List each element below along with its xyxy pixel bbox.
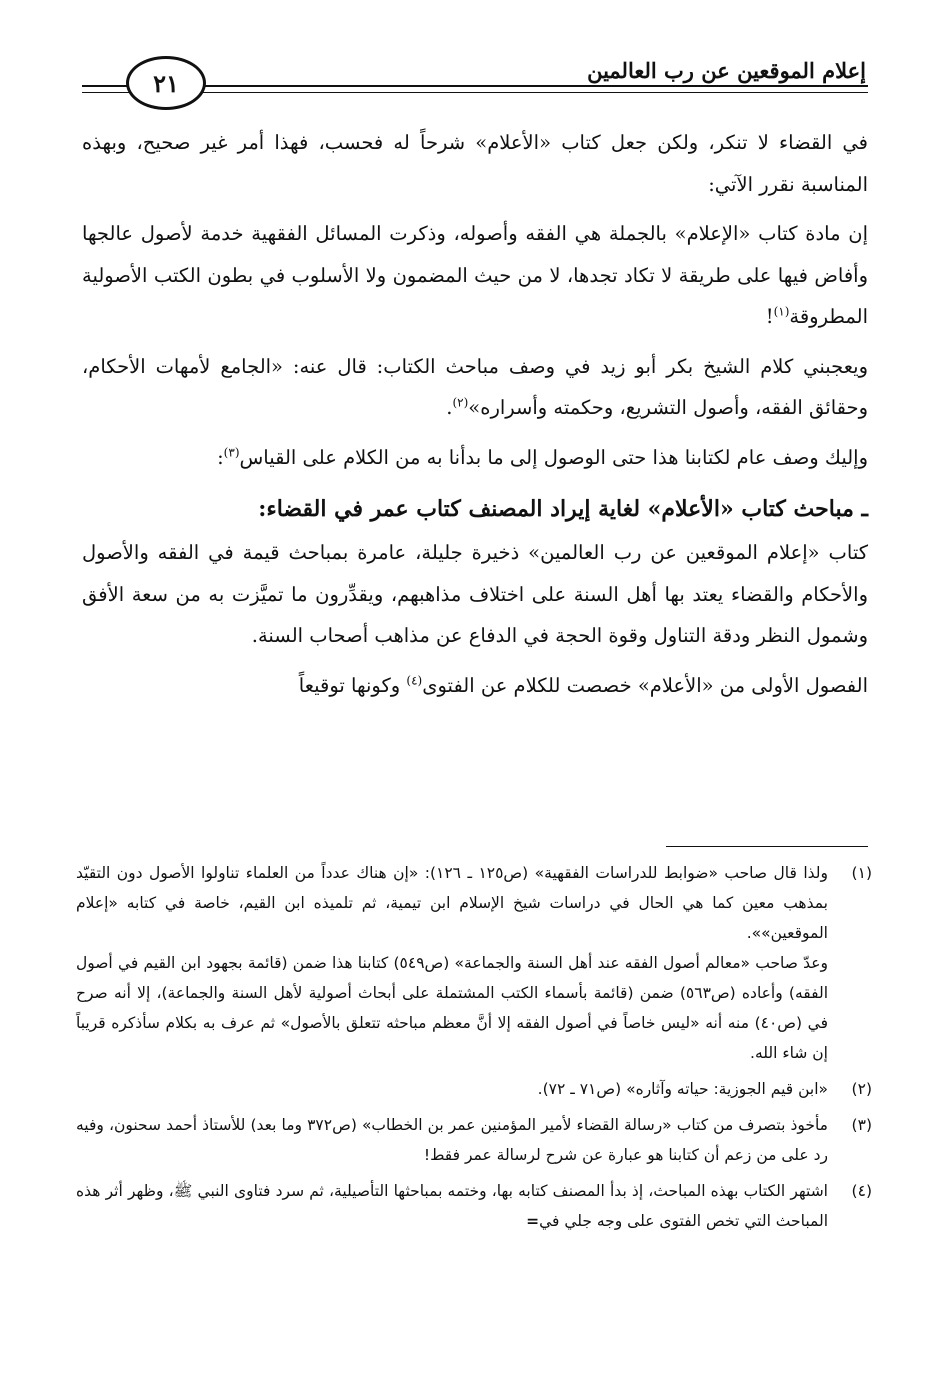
footnote-ref-1[interactable]: (١) xyxy=(773,304,790,319)
paragraph-3-text: ويعجبني كلام الشيخ بكر أبو زيد في وصف مباحث الكتاب: قال عنه: «الجامع لأمهات الأحكام، وحقائق الفقه، وأصول التشريع، وحكمته وأسراره» xyxy=(82,354,868,419)
footnote-body xyxy=(76,1074,828,1104)
paragraph-2 xyxy=(82,213,868,338)
paragraph-1 xyxy=(82,122,868,205)
section-paragraph-2-tail: وكونها توقيعاً xyxy=(298,673,407,697)
footnote-body xyxy=(76,1176,828,1236)
paragraph-2-text: إن مادة كتاب «الإعلام» بالجملة هي الفقه وأصوله، وذكرت المسائل الفقهية خدمة لأصول عالجها وأفاض فيها على طريقة لا تكاد تجدها، لا من حيث المضمون ولا الأسلوب في بطون الكتب الأصولية المطروقة xyxy=(82,222,868,328)
footnote-4-text: اشتهر الكتاب بهذه المباحث، إذ بدأ المصنف كتابه بها، وختمه بمباحثها التأصيلية، ثم سرد فتاوى النبي ﷺ، وظهر أثر هذه المباحث التي تخص الفتوى على وجه جلي في xyxy=(76,1182,828,1230)
footnote-ref-3[interactable]: (٣) xyxy=(223,445,240,459)
footnote-1 xyxy=(76,858,872,1068)
paragraph-3 xyxy=(82,346,868,429)
footnote-number: (٣) xyxy=(851,1116,872,1134)
section-paragraph-2-text: الفصول الأولى من «الأعلام» خصصت للكلام عن الفتوى xyxy=(422,673,868,697)
section-heading: ـ مباحث كتاب «الأعلام» لغاية إيراد المصنف كتاب عمر في القضاء: xyxy=(258,496,868,522)
footnote-text: «ابن قيم الجوزية: حياته وآثاره» (ص٧١ ـ ٧٢). xyxy=(537,1080,828,1098)
footnote-3 xyxy=(76,1110,872,1170)
paragraph-4 xyxy=(82,437,868,479)
footnote-text xyxy=(76,1176,828,1236)
footnote-number: (٢) xyxy=(851,1080,872,1098)
paragraph-2-tail: ! xyxy=(765,305,774,328)
footnote-2 xyxy=(76,1074,872,1104)
section-paragraph-1-text: كتاب «إعلام الموقعين عن رب العالمين» ذخيرة جليلة، عامرة بمباحث قيمة في الفقه والأصول والأحكام والقضاء يعتد بها أهل السنة على اختلاف مذاهبهم، ويقدِّرون ما تميَّزت به من سعة الأفق وشمول النظر ودقة التناول وقوة الحجة في الدفاع عن مذاهب أصحاب السنة. xyxy=(82,541,868,647)
footnotes xyxy=(76,858,872,1242)
page-header xyxy=(82,48,868,108)
body-text xyxy=(82,122,868,714)
paragraph-4-tail: : xyxy=(217,445,224,469)
footnote-body xyxy=(76,858,828,1068)
footnote-ref-2[interactable]: (٢) xyxy=(452,395,469,410)
paragraph-3-tail: . xyxy=(446,396,453,419)
footnote-ref-4[interactable]: (٤) xyxy=(406,673,423,687)
footnote-text: مأخوذ بتصرف من كتاب «رسالة القضاء لأمير المؤمنين عمر بن الخطاب» (ص٣٧٢ وما بعد) للأستاذ أحمد سحنون، وفيه رد على من زعم أن كتابنا هو عبارة عن شرح لرسالة عمر فقط! xyxy=(76,1116,828,1164)
continuation-mark: = xyxy=(526,1212,540,1230)
footnote-number: (١) xyxy=(851,864,872,882)
footnote-separator xyxy=(666,846,868,847)
footnote-number: (٤) xyxy=(851,1182,872,1200)
section-paragraph-2 xyxy=(82,665,868,707)
running-title: إعلام الموقعين عن رب العالمين xyxy=(587,58,866,83)
paragraph-1-text: في القضاء لا تنكر، ولكن جعل كتاب «الأعلام» شرحاً له فحسب، فهذا أمر غير صحيح، وبهذه المناسبة نقرر الآتي: xyxy=(82,131,868,196)
footnote-text: ولذا قال صاحب «ضوابط للدراسات الفقهية» (ص١٢٥ ـ ١٢٦): «إن هناك عدداً من العلماء تناولوا الأصول دون التقيّد بمذهب معين كما هي الحال في دراسات شيخ الإسلام ابن تيمية، ثم تلميذه ابن القيم، خاصة في كتابه «إعلام الموقعين»». xyxy=(76,864,828,942)
footnote-text: وعدّ صاحب «معالم أصول الفقه عند أهل السنة والجماعة» (ص٥٤٩) كتابنا هذا ضمن (قائمة بجهود ابن القيم في أصول الفقه) وأعاده (ص٥٦٣) ضمن (قائمة بأسماء الكتب المشتملة على أبحاث أصولية لأهل السنة والجماعة)، إلا أنه صرح في (ص٤٠) منه أنه «ليس خاصاً في أصول الفقه إلا أنَّ معظم مباحثه تتعلق بالأصول» ثم عرف به بكلام سأذكره قريباً إن شاء الله. xyxy=(76,954,828,1062)
footnote-body xyxy=(76,1110,828,1170)
paragraph-4-text: وإليك وصف عام لكتابنا هذا حتى الوصول إلى ما بدأنا به من الكلام على القياس xyxy=(239,445,868,469)
section-paragraph-1 xyxy=(82,532,868,657)
page-number: ٢١ xyxy=(126,56,206,110)
footnote-4 xyxy=(76,1176,872,1236)
